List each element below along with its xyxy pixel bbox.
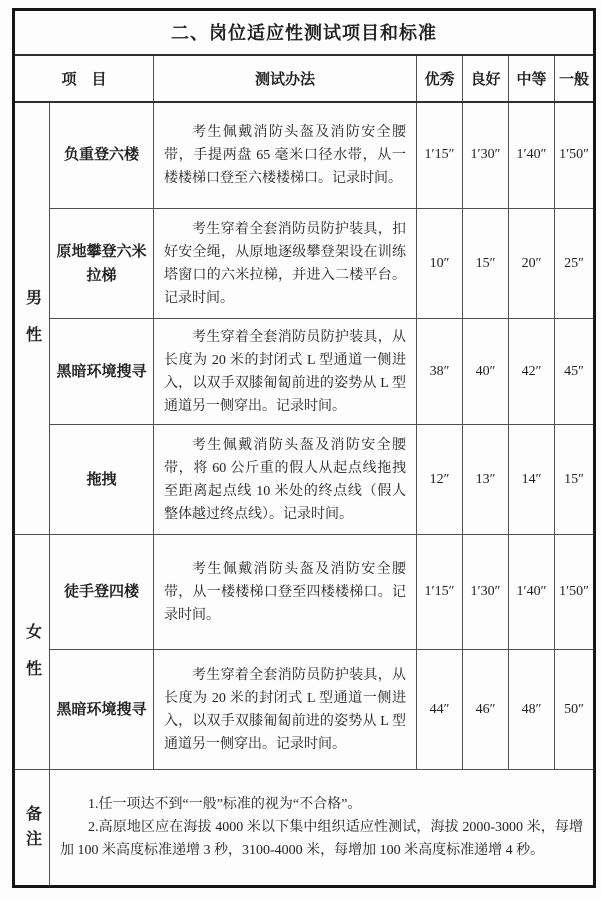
method-text: 考生穿着全套消防员防护装具，从长度为 20 米的封闭式 L 型通道一侧进入，以双手双膝匍匐前进的姿势从 L 型通道另一侧穿出。记录时间。 [164,667,406,752]
col-header-general: 一般 [555,55,595,102]
col-header-medium: 中等 [509,55,555,102]
note-line-1: 1.任一项达不到“一般”标准的视为“不合格”。 [88,797,362,812]
score-medium: 42″ [509,319,555,425]
method-text: 考生穿着全套消防员防护装具，从长度为 20 米的封闭式 L 型通道一侧进入，以双手双膝匍匐前进的姿势从 L 型通道另一侧穿出。记录时间。 [164,329,406,414]
method-cell [154,425,417,535]
score-good: 15″ [463,209,509,319]
note-line-2: 2.高原地区应在海拔 4000 米以下集中组织适应性测试，海拔 2000-3000 米，每增加 100 米高度标准递增 3 秒，3100-4000 米，每增加 100 米高度标准递增 4 秒。 [60,820,584,858]
notes-row [14,770,595,887]
score-excellent: 44″ [417,650,463,770]
score-medium: 20″ [509,209,555,319]
method-cell [154,102,417,209]
item-name: 黑暗环境搜寻 [50,650,154,770]
table-title: 二、岗位适应性测试项目和标准 [14,10,595,55]
method-cell [154,319,417,425]
table-row [14,319,595,425]
item-name: 黑暗环境搜寻 [50,319,154,425]
method-text: 考生穿着全套消防员防护装具，扣好安全绳，从原地逐级攀登架设在训练塔窗口的六米拉梯，并进入二楼平台。记录时间。 [164,221,406,306]
score-good: 46″ [463,650,509,770]
score-general: 45″ [555,319,595,425]
notes-label-text: 备注 [23,804,41,855]
item-name: 负重登六楼 [50,102,154,209]
score-medium: 14″ [509,425,555,535]
male-label-text: 男性 [23,289,41,363]
score-general: 25″ [555,209,595,319]
header-row [14,55,595,102]
table-row [14,209,595,319]
col-header-item: 项 目 [14,55,154,102]
method-text: 考生佩戴消防头盔及消防安全腰带，手提两盘 65 毫米口径水带，从一楼楼梯口登至六楼楼梯口。记录时间。 [164,124,406,186]
method-cell [154,535,417,650]
method-text: 考生佩戴消防头盔及消防安全腰带，从一楼楼梯口登至四楼楼梯口。记录时间。 [164,561,406,623]
table-row [14,425,595,535]
col-header-method: 测试办法 [154,55,417,102]
method-cell [154,650,417,770]
score-good: 1′30″ [463,102,509,209]
score-general: 50″ [555,650,595,770]
method-cell [154,209,417,319]
table-row [14,535,595,650]
item-name: 拖拽 [50,425,154,535]
female-label-text: 女性 [23,623,41,697]
score-medium: 1′40″ [509,535,555,650]
item-name: 原地攀登六米拉梯 [50,209,154,319]
section-label-male [14,102,50,535]
score-excellent: 1′15″ [417,535,463,650]
test-standards-table [12,8,596,888]
notes-content [50,770,595,887]
score-good: 40″ [463,319,509,425]
score-excellent: 10″ [417,209,463,319]
table-row [14,650,595,770]
score-general: 1′50″ [555,102,595,209]
section-label-female [14,535,50,770]
score-general: 1′50″ [555,535,595,650]
item-name: 徒手登四楼 [50,535,154,650]
score-medium: 48″ [509,650,555,770]
score-excellent: 1′15″ [417,102,463,209]
score-excellent: 12″ [417,425,463,535]
score-medium: 1′40″ [509,102,555,209]
col-header-good: 良好 [463,55,509,102]
score-general: 15″ [555,425,595,535]
score-good: 13″ [463,425,509,535]
method-text: 考生佩戴消防头盔及消防安全腰带，将 60 公斤重的假人从起点线拖拽至距离起点线 10 米处的终点线（假人整体越过终点线）。记录时间。 [164,437,406,522]
score-excellent: 38″ [417,319,463,425]
table-row [14,102,595,209]
col-header-excellent: 优秀 [417,55,463,102]
notes-label [14,770,50,887]
score-good: 1′30″ [463,535,509,650]
title-row [14,10,595,55]
